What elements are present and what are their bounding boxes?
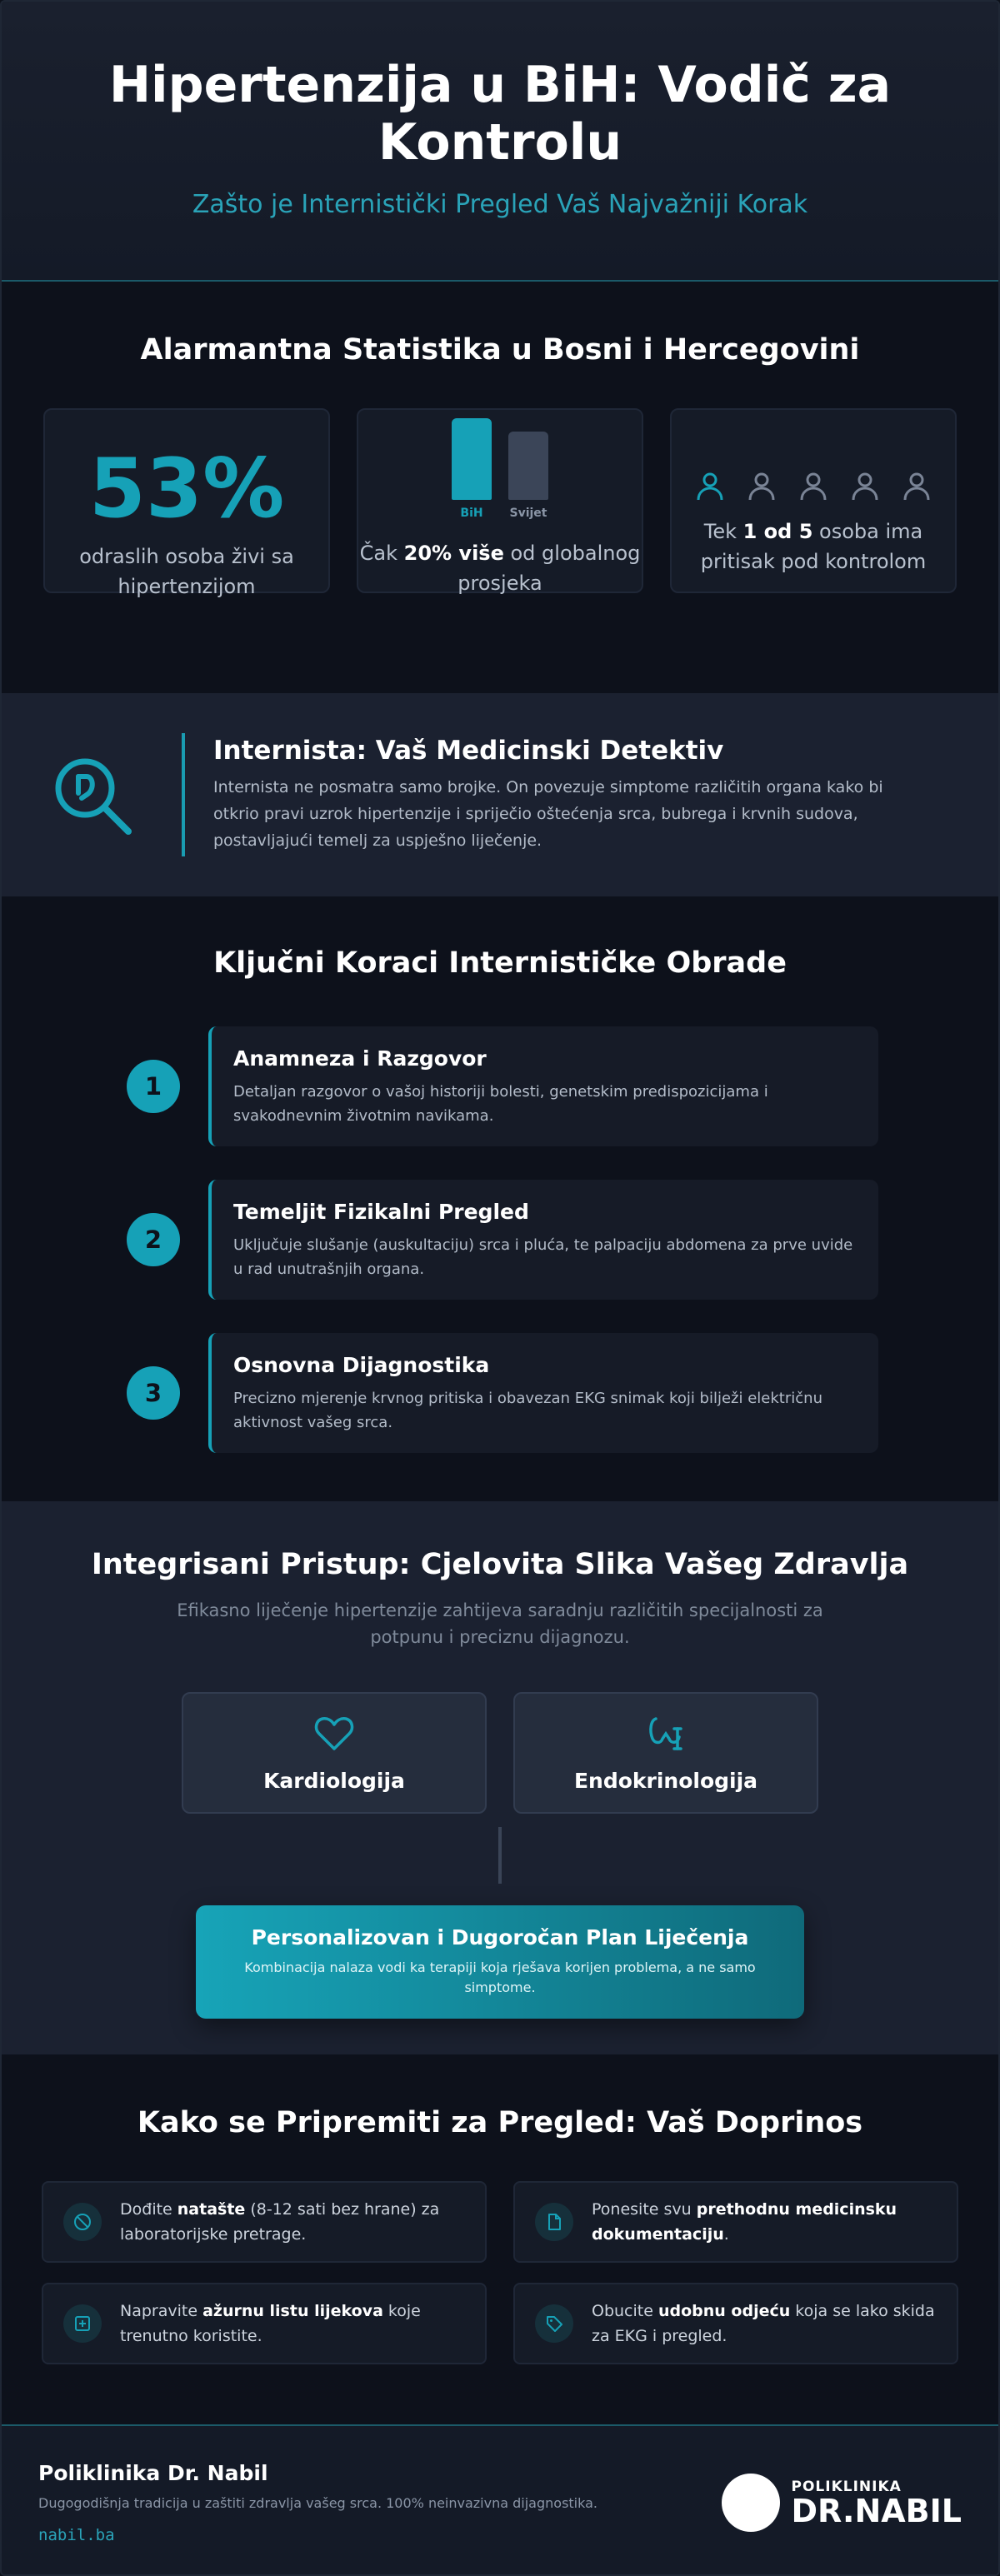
statistics-title: Alarmantna Statistika u Bosni i Hercegovini [140, 333, 860, 367]
detective-title: Internista: Vaš Medicinski Detektiv [213, 735, 724, 766]
prep-text-pre: Dođite [120, 2199, 178, 2219]
prep-item-documents [513, 2181, 958, 2263]
stat-text: odraslih osoba živi sa hipertenzijom [79, 545, 294, 598]
step-title: Anamneza i Razgovor [233, 1046, 487, 1071]
stat-text [672, 517, 955, 577]
logo-circle [722, 2474, 780, 2532]
treatment-plan-card [196, 1905, 804, 2019]
step-number: 3 [127, 1366, 180, 1420]
stat-value: 53% [88, 442, 285, 537]
bar-world [508, 432, 548, 500]
specialty-name: Endokrinologija [573, 1769, 758, 1793]
stat-text-post: od globalnog prosjeka [458, 542, 641, 595]
step-item [2, 1180, 998, 1300]
medicine-list-icon [72, 2314, 92, 2334]
step-card [208, 1333, 878, 1453]
stat-text [358, 538, 642, 598]
specialty-name: Kardiologija [263, 1769, 405, 1793]
stat-card-prevalence [43, 408, 330, 598]
prep-item-fasting [42, 2181, 487, 2263]
prep-item-medications [42, 2283, 487, 2364]
prep-text-pre: Ponesite svu [592, 2199, 697, 2219]
prep-text-pre: Obucite [592, 2301, 658, 2320]
step-item [2, 1333, 998, 1453]
footer-tagline: Dugogodišnja tradicija u zaštiti zdravlja vašeg srca. 100% neinvazivna dijagnostika. [38, 2495, 598, 2511]
integrated-approach-section [2, 1501, 998, 2054]
step-number: 2 [127, 1213, 180, 1266]
stat-text-pre: Čak [359, 542, 404, 565]
footer-clinic-name: Poliklinika Dr. Nabil [38, 2461, 268, 2485]
bar-bih [452, 418, 492, 500]
prep-text-bold: prethodnu medicinsku dokumentaciju [592, 2199, 898, 2244]
prep-text [592, 2197, 942, 2248]
step-description: Detaljan razgovor o vašoj historiji bolesti, genetskim predispozicijama i svakodnevnim životnim navikama. [233, 1083, 768, 1125]
prep-text-post: (8-12 sati bez hrane) za laboratorijske pretrage. [120, 2199, 440, 2244]
step-title: Temeljit Fizikalni Pregled [233, 1200, 529, 1224]
plan-text: Kombinacija nalaza vodi ka terapiji koja rješava korijen problema, a ne samo simptome. [244, 1959, 756, 1995]
step-card [208, 1180, 878, 1300]
accent-divider [182, 733, 185, 856]
thyroid-icon [644, 1712, 688, 1755]
prep-text [120, 2299, 470, 2349]
person-icon [745, 470, 778, 503]
preparation-title: Kako se Pripremiti za Pregled: Vaš Doprinos [137, 2106, 863, 2139]
integrated-title: Integrisani Pristup: Cjelovita Slika Vašeg Zdravlja [91, 1548, 909, 1581]
step-card [208, 1026, 878, 1146]
prep-text-post: koja se lako skida za EKG i pregled. [592, 2301, 935, 2345]
clothing-tag-icon [544, 2314, 564, 2334]
no-food-icon [72, 2212, 92, 2232]
step-number: 1 [127, 1060, 180, 1113]
step-description: Precizno mjerenje krvnog pritiska i obavezan EKG snimak koji bilježi električnu aktivnost vašeg srca. [233, 1390, 822, 1431]
bar-label-world: Svijet [509, 507, 548, 520]
step-description: Uključuje slušanje (auskultaciju) srca i pluća, te palpaciju abdomena za prve uvide u rad unutrašnjih organa. [233, 1236, 853, 1278]
specialty-card-endocrinology [513, 1692, 818, 1814]
step-item [2, 1026, 998, 1146]
search-icon [50, 751, 137, 838]
connector-line [498, 1827, 502, 1884]
header [2, 2, 998, 282]
stat-text-pre: Tek [703, 520, 743, 543]
people-row [672, 470, 955, 503]
prep-text-pre: Napravite [120, 2301, 203, 2320]
person-icon [848, 470, 882, 503]
footer-website-link[interactable]: nabil.ba [38, 2526, 115, 2544]
prep-text [592, 2299, 942, 2349]
stat-card-comparison [357, 408, 643, 593]
page-title: Hipertenzija u BiH: Vodič za Kontrolu [108, 56, 892, 172]
person-icon [693, 470, 727, 503]
statistics-section [2, 282, 998, 693]
step-title: Osnovna Dijagnostika [233, 1353, 490, 1377]
steps-title: Ključni Koraci Internističke Obrade [213, 946, 787, 980]
prep-text-bold: natašte [177, 2199, 246, 2219]
logo-small-text: POLIKLINIKA [791, 2479, 902, 2495]
bar-label-bih: BiH [460, 507, 483, 520]
comparison-bars [358, 437, 642, 520]
stat-text-bold: 20% više [403, 542, 504, 565]
preparation-section [2, 2054, 998, 2424]
prep-text-bold: ažurnu listu lijekova [202, 2301, 383, 2320]
person-icon [900, 470, 933, 503]
page-subtitle: Zašto je Internistički Pregled Vaš Najvažniji Korak [192, 190, 808, 219]
footer [2, 2424, 998, 2576]
plan-title: Personalizovan i Dugoročan Plan Liječenja [251, 1925, 749, 1949]
document-icon [544, 2212, 564, 2232]
detective-text: Internista ne posmatra samo brojke. On povezuje simptome različitih organa kako bi otkrio pravi uzrok hipertenzije i spriječio oštećenja srca, bubrega i krvnih sudova, postavljajući temelj za uspješno liječenje. [213, 777, 883, 851]
person-icon [797, 470, 830, 503]
clinic-logo [722, 2474, 962, 2532]
steps-section [2, 896, 998, 1501]
stat-card-control [670, 408, 957, 593]
specialty-card-cardiology [182, 1692, 487, 1814]
integrated-subtitle: Efikasno liječenje hipertenzije zahtijeva saradnju različitih specijalnosti za potpunu i preciznu dijagnozu. [177, 1600, 823, 1647]
prep-text-post: . [723, 2225, 729, 2244]
heart-icon [312, 1712, 356, 1755]
prep-text-bold: udobnu odjeću [658, 2301, 791, 2320]
prep-text-post: koje trenutno koristite. [120, 2301, 421, 2345]
stat-text-bold: 1 od 5 [742, 520, 813, 543]
internist-detective-section [2, 693, 998, 896]
prep-text [120, 2197, 470, 2248]
logo-big-text: DR.NABIL [791, 2493, 962, 2529]
stat-text-post: osoba ima pritisak pod kontrolom [700, 520, 927, 573]
prep-item-clothing [513, 2283, 958, 2364]
